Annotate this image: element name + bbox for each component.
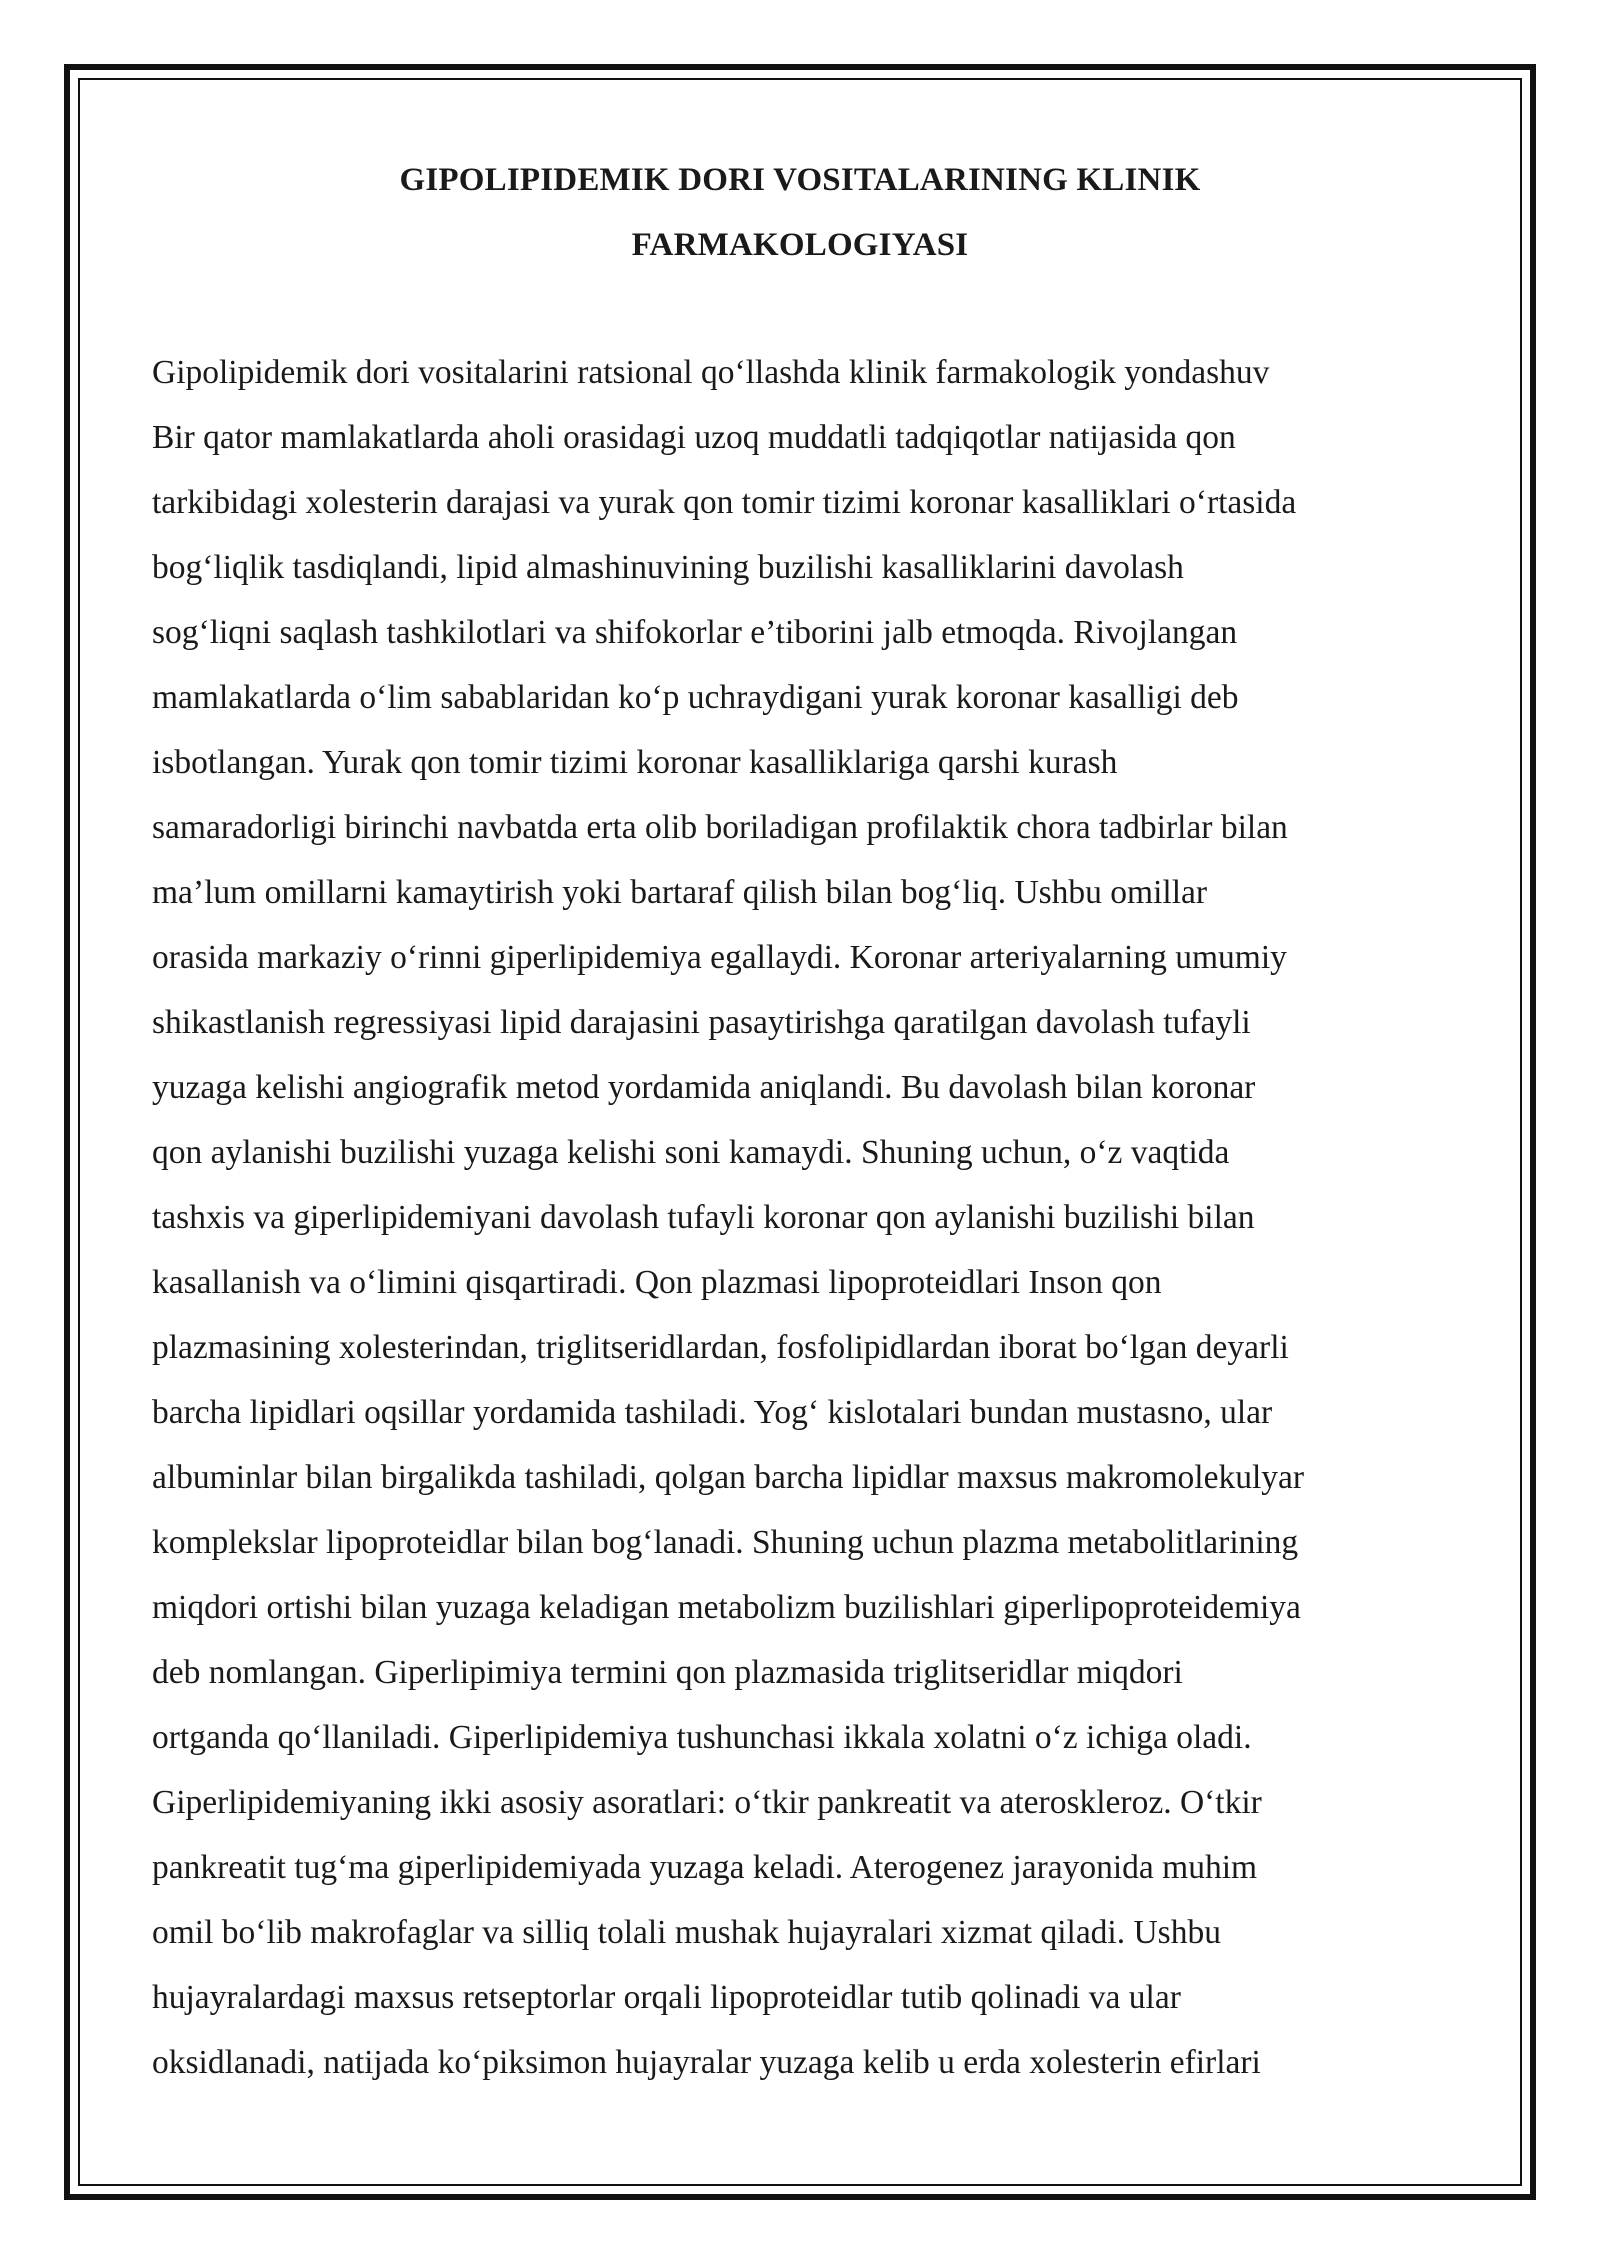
body-line: pankreatit tug‘ma giperlipidemiyada yuzaga keladi. Aterogenez jarayonida muhim <box>152 1849 1258 1886</box>
title-line-2: FARMAKOLOGIYASI <box>631 227 969 263</box>
body-line: miqdori ortishi bilan yuzaga keladigan metabolizm buzilishlari giperlipoproteidemiya <box>152 1589 1301 1626</box>
body-line: omil bo‘lib makrofaglar va silliq tolali mushak hujayralari xizmat qiladi. Ushbu <box>152 1914 1221 1951</box>
body-line: barcha lipidlari oqsillar yordamida tashiladi. Yog‘ kislotalari bundan mustasno, ular <box>152 1394 1273 1431</box>
body-line: isbotlangan. Yurak qon tomir tizimi koronar kasalliklariga qarshi kurash <box>152 744 1118 781</box>
body-line: mamlakatlarda o‘lim sabablaridan ko‘p uchraydigani yurak koronar kasalligi deb <box>152 679 1239 716</box>
body-line: Gipolipidemik dori vositalarini ratsional qo‘llashda klinik farmakologik yondashuv <box>152 354 1270 391</box>
body-line: hujayralardagi maxsus retseptorlar orqali lipoproteidlar tutib qolinadi va ular <box>152 1979 1181 2016</box>
body-line: Bir qator mamlakatlarda aholi orasidagi uzoq muddatli tadqiqotlar natijasida qon <box>152 419 1236 456</box>
body-line: tashxis va giperlipidemiyani davolash tufayli koronar qon aylanishi buzilishi bilan <box>152 1199 1255 1236</box>
body-line: tarkibidagi xolesterin darajasi va yurak qon tomir tizimi koronar kasalliklari o‘rtasida <box>152 484 1297 521</box>
body-line: plazmasining xolesterindan, triglitseridlardan, fosfolipidlardan iborat bo‘lgan deyarli <box>152 1329 1289 1366</box>
document-title <box>150 148 1450 278</box>
body-line: deb nomlangan. Giperlipimiya termini qon plazmasida triglitseridlar miqdori <box>152 1654 1183 1691</box>
body-line: albuminlar bilan birgalikda tashiladi, qolgan barcha lipidlar maxsus makromolekulyar <box>152 1459 1305 1496</box>
title-line-1: GIPOLIPIDEMIK DORI VOSITALARINING KLINIK <box>399 162 1201 198</box>
body-line: kasallanish va o‘limini qisqartiradi. Qon plazmasi lipoproteidlari Inson qon <box>152 1264 1162 1301</box>
body-line: bog‘liqlik tasdiqlandi, lipid almashinuvining buzilishi kasalliklarini davolash <box>152 549 1184 586</box>
body-line: samaradorligi birinchi navbatda erta olib boriladigan profilaktik chora tadbirlar bilan <box>152 809 1288 846</box>
body-line: Giperlipidemiyaning ikki asosiy asoratlari: o‘tkir pankreatit va ateroskleroz. O‘tkir <box>152 1784 1262 1821</box>
body-line: sog‘liqni saqlash tashkilotlari va shifokorlar e’tiborini jalb etmoqda. Rivojlangan <box>152 614 1238 651</box>
body-line: qon aylanishi buzilishi yuzaga kelishi soni kamaydi. Shuning uchun, o‘z vaqtida <box>152 1134 1230 1171</box>
body-line: shikastlanish regressiyasi lipid darajasini pasaytirishga qaratilgan davolash tufayli <box>152 1004 1251 1041</box>
body-paragraph <box>152 340 1472 2095</box>
body-line: ortganda qo‘llaniladi. Giperlipidemiya tushunchasi ikkala xolatni o‘z ichiga oladi. <box>152 1719 1252 1756</box>
body-line: oksidlanadi, natijada ko‘piksimon hujayralar yuzaga kelib u erda xolesterin efirlari <box>152 2044 1261 2081</box>
body-line: orasida markaziy o‘rinni giperlipidemiya egallaydi. Koronar arteriyalarning umumiy <box>152 939 1287 976</box>
body-line: ma’lum omillarni kamaytirish yoki bartaraf qilish bilan bog‘liq. Ushbu omillar <box>152 874 1208 911</box>
body-line: komplekslar lipoproteidlar bilan bog‘lanadi. Shuning uchun plazma metabolitlarining <box>152 1524 1299 1561</box>
body-line: yuzaga kelishi angiografik metod yordamida aniqlandi. Bu davolash bilan koronar <box>152 1069 1256 1106</box>
